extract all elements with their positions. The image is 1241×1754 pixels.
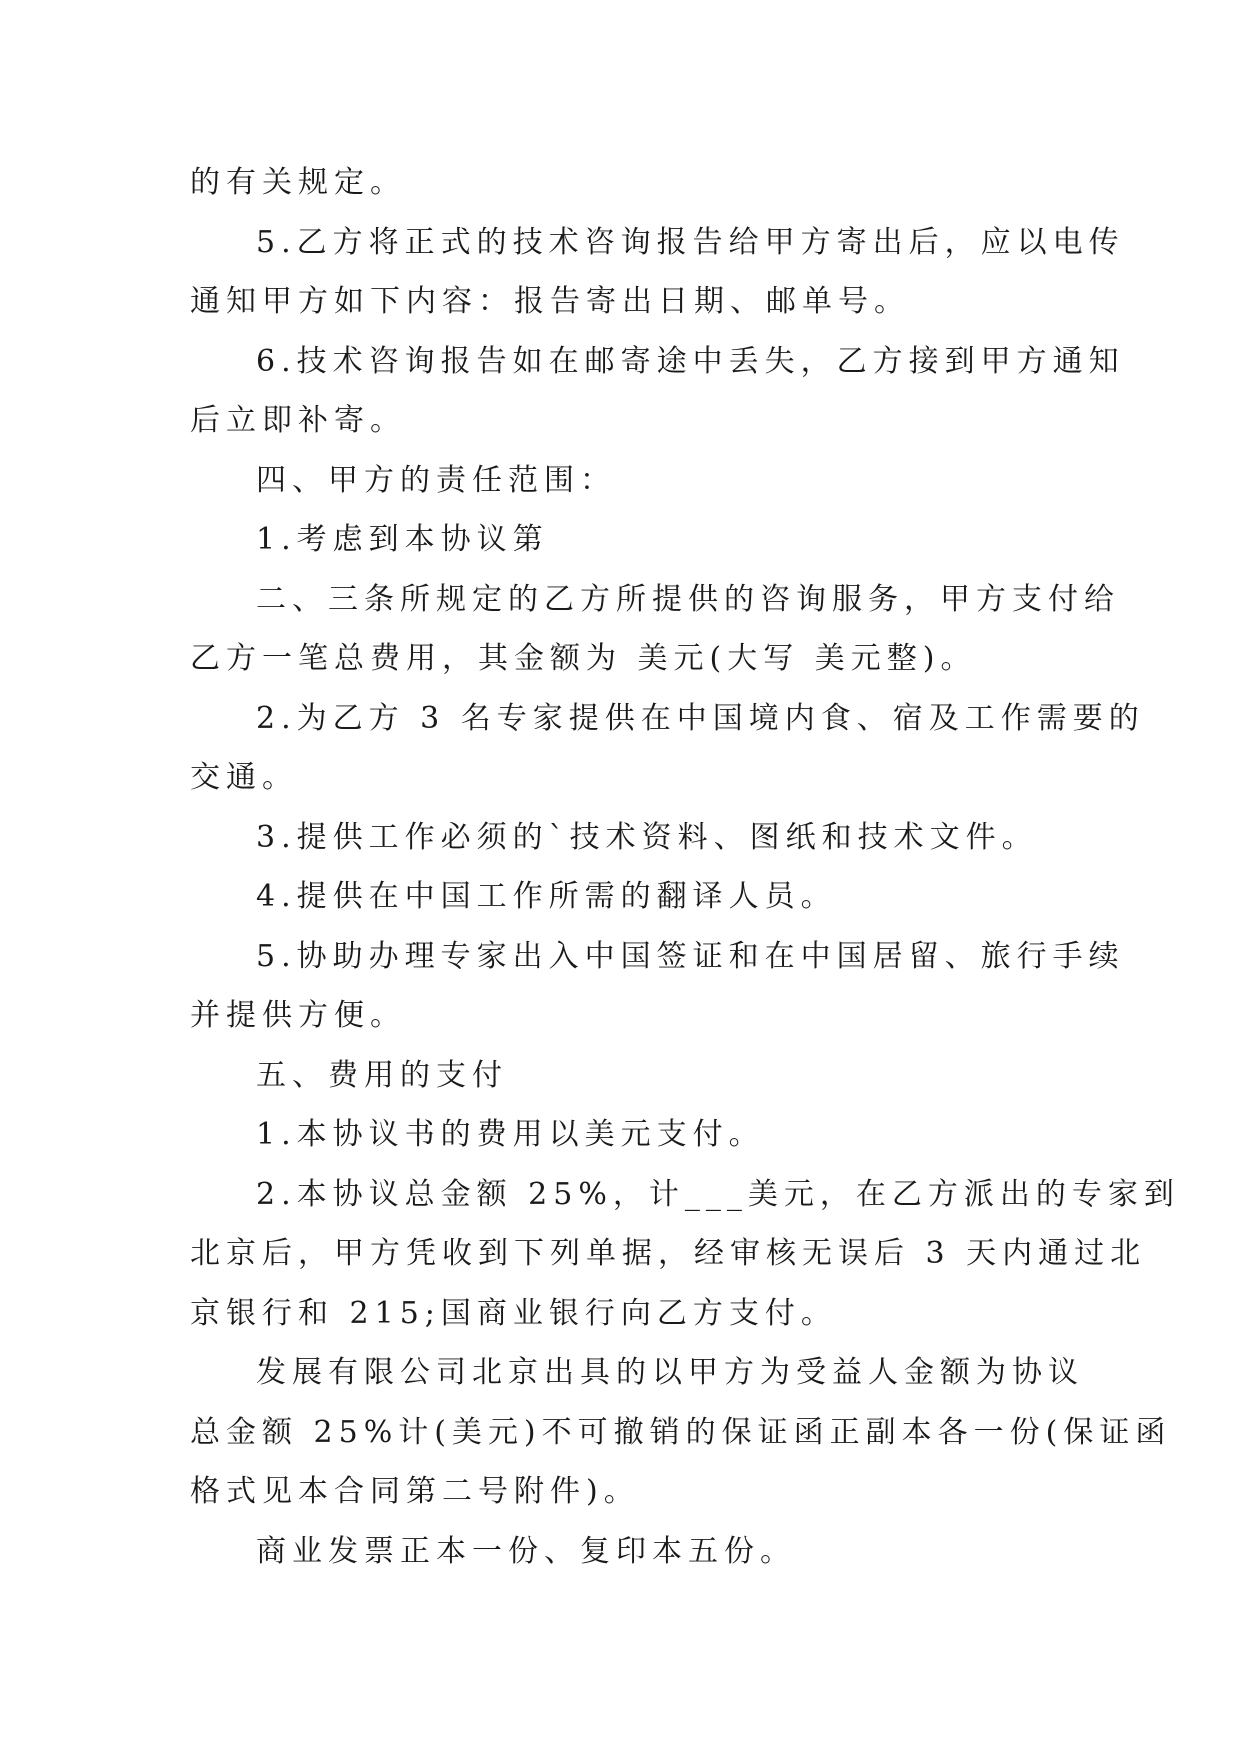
text-line: 4.提供在中国工作所需的翻译人员。 xyxy=(256,879,837,914)
text-line: 6.技术咨询报告如在邮寄途中丢失，乙方接到甲方通知 xyxy=(256,343,1125,379)
section-heading: 五、费用的支付 xyxy=(256,1057,508,1093)
text-line: 商业发票正本一份、复印本五份。 xyxy=(256,1533,796,1569)
text-line: 1.考虑到本协议第 xyxy=(256,522,549,557)
text-line: 并提供方便。 xyxy=(190,998,406,1033)
text-line: 3.提供工作必须的`技术资料、图纸和技术文件。 xyxy=(256,819,1038,855)
text-line: 发展有限公司北京出具的以甲方为受益人金额为协议 xyxy=(256,1355,1084,1390)
text-line: 通知甲方如下内容：报告寄出日期、邮单号。 xyxy=(190,284,910,319)
text-line: 北京后，甲方凭收到下列单据，经审核无误后 3 天内通过北 xyxy=(190,1236,1147,1271)
text-line: 5.协助办理专家出入中国签证和在中国居留、旅行手续 xyxy=(256,938,1125,974)
text-line: 1.本协议书的费用以美元支付。 xyxy=(256,1117,765,1152)
text-line: 后立即补寄。 xyxy=(190,403,406,438)
text-line: 的有关规定。 xyxy=(190,165,406,200)
text-line: 5.乙方将正式的技术咨询报告给甲方寄出后，应以电传 xyxy=(256,224,1125,260)
document-body xyxy=(190,153,1180,1581)
text-line: 交通。 xyxy=(190,760,298,795)
text-line: 2.本协议总金额 25%，计___美元，在乙方派出的专家到 xyxy=(256,1176,1180,1212)
text-line: 总金额 25%计(美元)不可撤销的保证函正副本各一份(保证函 xyxy=(190,1414,1172,1450)
text-line: 2.为乙方 3 名专家提供在中国境内食、宿及工作需要的 xyxy=(256,700,1145,736)
text-line: 格式见本合同第二号附件)。 xyxy=(190,1474,640,1509)
text-line: 京银行和 215;国商业银行向乙方支付。 xyxy=(190,1295,837,1331)
section-heading: 四、甲方的责任范围： xyxy=(256,462,616,498)
text-line: 二、三条所规定的乙方所提供的咨询服务，甲方支付给 xyxy=(256,581,1120,617)
text-line: 乙方一笔总费用，其金额为 美元(大写 美元整)。 xyxy=(190,641,977,676)
